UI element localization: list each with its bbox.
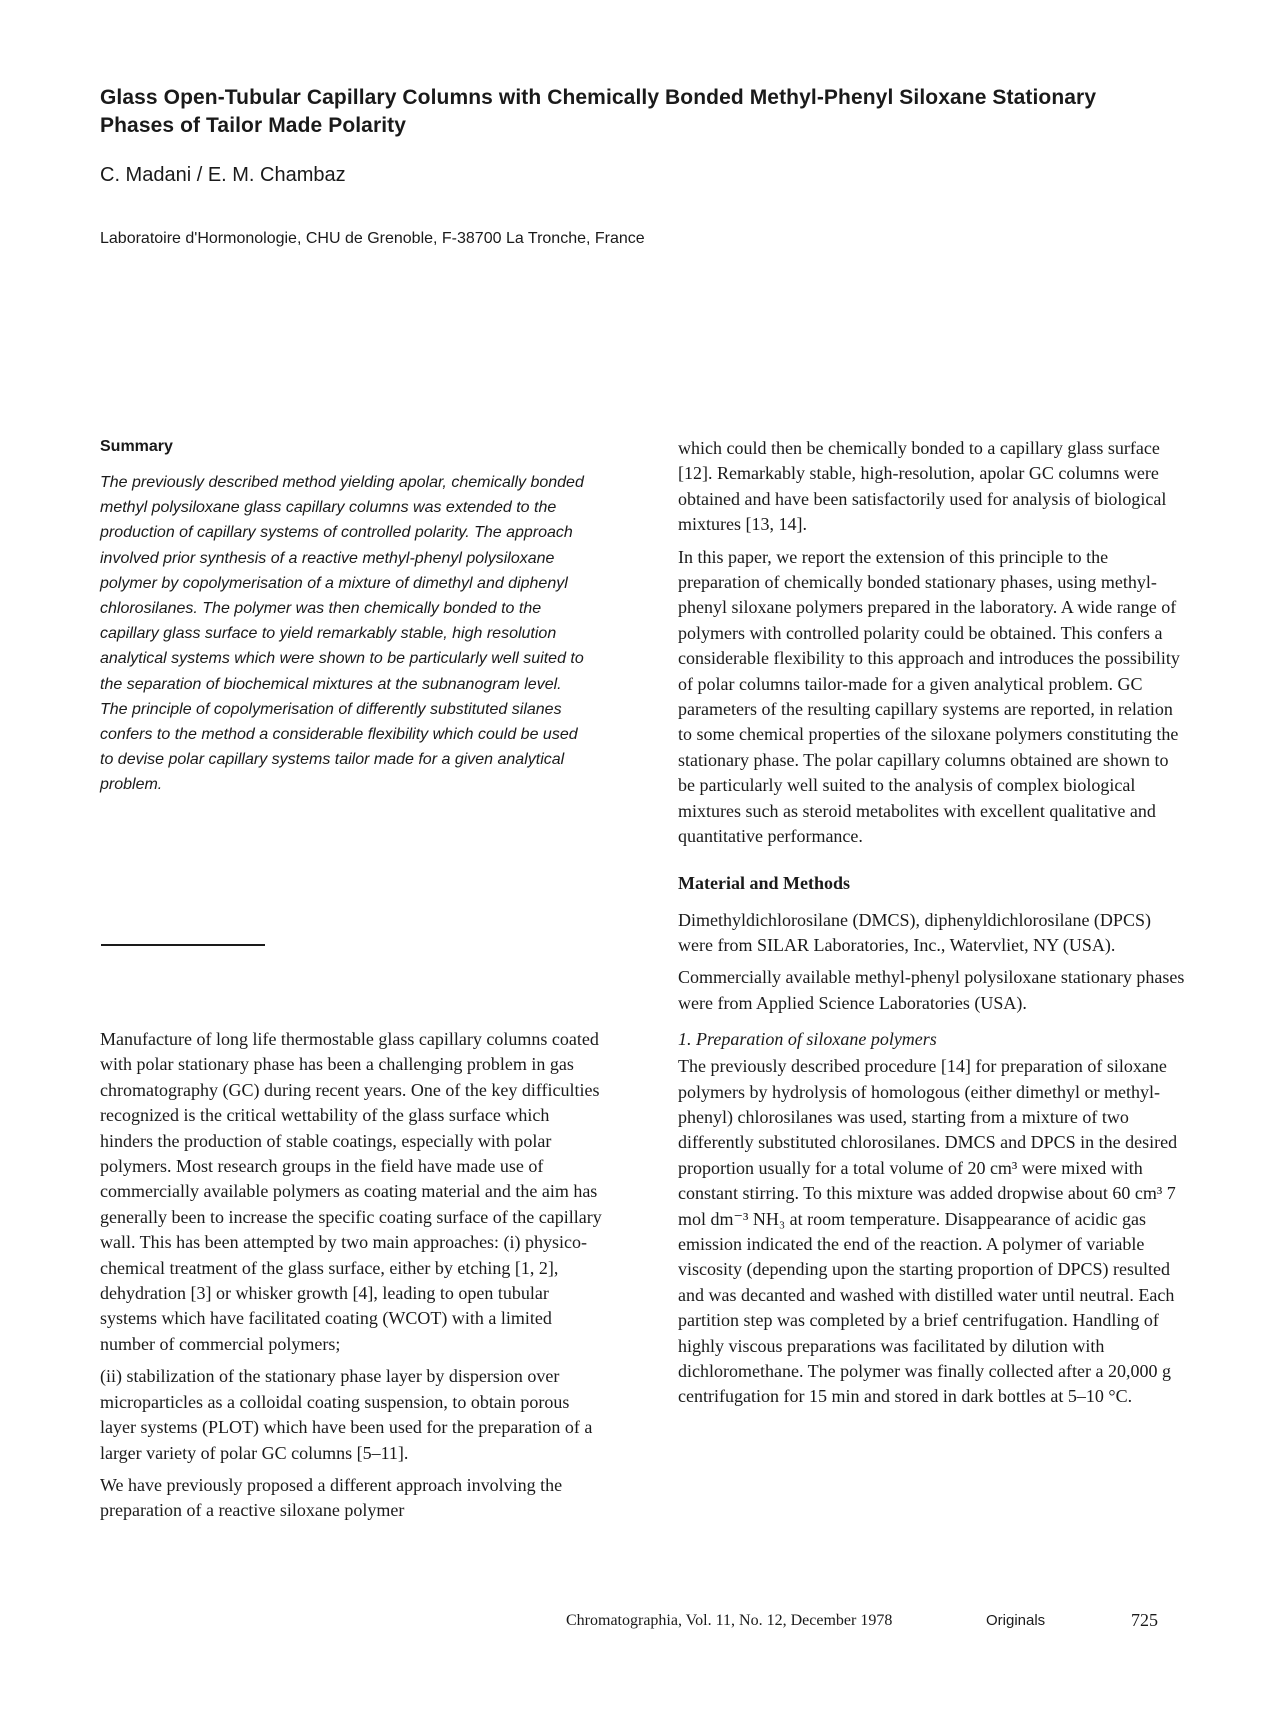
- summary-heading: Summary: [100, 438, 173, 455]
- author-affiliation: Laboratoire d'Hormonologie, CHU de Grenoble, F-38700 La Tronche, France: [100, 230, 645, 247]
- summary-text: The previously described method yielding apolar, chemically bonded methyl polysiloxane glass capillary columns was extended to the production of capillary systems of controlled polarity. The approach involved prior synthesis of a reactive methyl-phenyl polysiloxane polymer by copolymerisation of a mixture of dimethyl and diphenyl chlorosilanes. The polymer was then chemically bonded to the capillary glass surface to yield remarkably stable, high resolution analytical systems which were shown to be particularly well suited to the separation of biochemical mixtures at the subnanogram level. The principle of copolymerisation of differently substituted silanes confers to the method a considerable flexibility which could be used to devise polar capillary systems tailor made for a given analytical problem.: [100, 474, 584, 794]
- intro-paragraph-5: In this paper, we report the extension of this principle to the preparation of chemically bonded stationary phases, using methyl-phenyl siloxane polymers prepared in the laboratory. A wide range of polymers with controlled polarity could be obtained. This confers a considerable flexibility to this approach and introduces the possibility of polar columns tailor-made for a given analytical problem. GC parameters of the resulting capillary systems are reported, in relation to some chemical properties of the siloxane polymers constituting the stationary phase. The polar capillary columns obtained are shown to be particularly well suited to the analysis of complex biological mixtures such as steroid metabolites with excellent qualitative and quantitative performance.: [678, 546, 1180, 847]
- intro-paragraph-3: We have previously proposed a different approach involving the preparation of a reactive siloxane polymer: [100, 1474, 563, 1521]
- section-divider: [101, 944, 265, 946]
- subsection-heading-1: 1. Preparation of siloxane polymers: [678, 1029, 937, 1050]
- page-number: 725: [1131, 1610, 1158, 1630]
- right-column: [678, 436, 1188, 1417]
- intro-paragraph-2: (ii) stabilization of the stationary phase layer by dispersion over microparticles as a colloidal coating suspension, to obtain porous layer systems (PLOT) which have been used for the preparation of a larger variety of polar GC columns [5–11].: [100, 1366, 593, 1463]
- journal-citation: Chromatographia, Vol. 11, No. 12, December 1978: [566, 1612, 893, 1629]
- methods-paragraph-2: Commercially available methyl-phenyl polysiloxane stationary phases were from Applied Science Laboratories (USA).: [678, 967, 1185, 1013]
- intro-paragraph-4: which could then be chemically bonded to a capillary glass surface [12]. Remarkably stable, high-resolution, apolar GC columns were obtained and have been satisfactorily used for analysis of biological mixtures [13, 14].: [678, 438, 1167, 535]
- methods-heading: Material and Methods: [678, 872, 850, 893]
- methods-paragraph-1: Dimethyldichlorosilane (DMCS), diphenyldichlorosilane (DPCS) were from SILAR Laboratories, Inc., Watervliet, NY (USA).: [678, 909, 1151, 955]
- paper-title: Glass Open-Tubular Capillary Columns with Chemically Bonded Methyl-Phenyl Siloxane Stationary Phases of Tailor Made Polarity: [100, 86, 1097, 137]
- subsection-text-1: The previously described procedure [14] for preparation of siloxane polymers by hydrolysis of homologous (either dimethyl or methyl-phenyl) chlorosilanes was used, starting from a mixture of two differently substituted chlorosilanes. DMCS and DPCS in the desired proportion usually for a total volume of 20 cm³ were mixed with constant stirring. To this mixture was added dropwise about 60 cm³ 7 mol dm⁻³ NH₃ at room temperature. Disappearance of acidic gas emission indicated the end of the reaction. A polymer of variable viscosity (depending upon the starting proportion of DPCS) resulted and was decanted and washed with distilled water until neutral. Each partition step was completed by a brief centrifugation. Handling of highly viscous preparations was facilitated by dilution with dichloromethane. The polymer was finally collected after a 20,000 g centrifugation for 15 min and stored in dark bottles at 5–10 °C.: [678, 1056, 1178, 1407]
- section-label: Originals: [986, 1612, 1046, 1629]
- intro-left-column: [100, 1027, 605, 1531]
- author-list: C. Madani / E. M. Chambaz: [100, 164, 346, 186]
- summary-block: [100, 436, 600, 798]
- intro-paragraph-1: Manufacture of long life thermostable glass capillary columns coated with polar stationary phase has been a challenging problem in gas chromatography (GC) during recent years. One of the key difficulties recognized is the critical wettability of the glass surface which hinders the production of stable coatings, especially with polar polymers. Most research groups in the field have made use of commercially available polymers as coating material and the aim has generally been to increase the specific coating surface of the capillary wall. This has been attempted by two main approaches: (i) physico-chemical treatment of the glass surface, either by etching [1, 2], dehydration [3] or whisker growth [4], leading to open tubular systems which have facilitated coating (WCOT) with a limited number of commercial polymers;: [100, 1029, 602, 1354]
